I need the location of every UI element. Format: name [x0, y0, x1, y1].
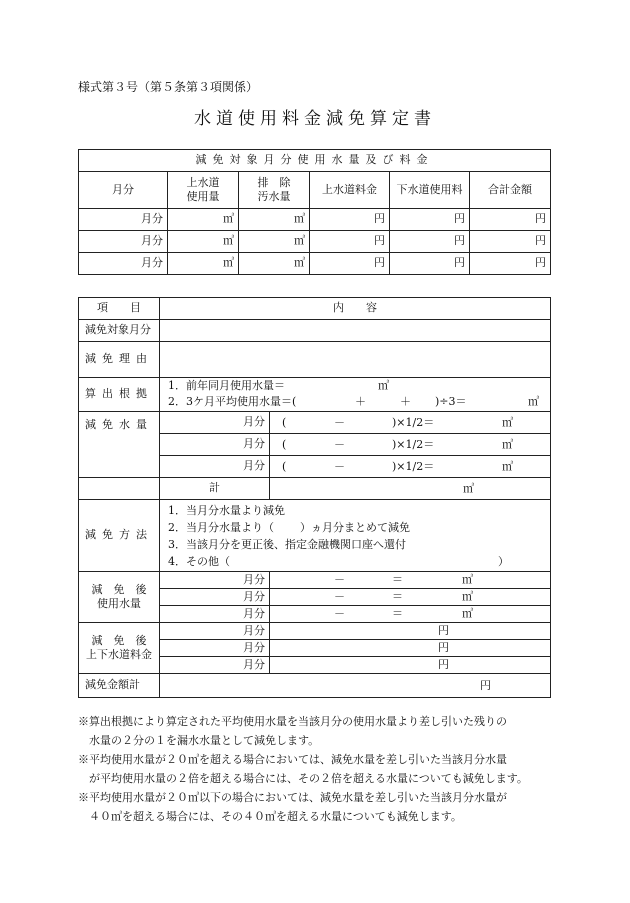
- basis-field[interactable]: 1．前年同月使用水量＝ ㎥ 2．3ケ月平均使用水量＝( ＋ ＋ )÷3＝ ㎥: [160, 378, 551, 412]
- head-content: 内 容: [160, 298, 551, 320]
- notes: ※算出根拠により算定された平均使用水量を当該月分の使用水量より差し引いた残りの 水量の２分の１を漏水水量として減免します。 ※平均使用水量が２０㎥を超える場合においては、減免水量を差し引いた当該月分水量 が平均使用水量の２倍を超える場合には、その２倍を超える水量についても減免します。 ※平均使用水量が２０㎥以下の場合においては、減免水量を差し引いた当該月分水量が ４０㎥を超える場合には、その４０㎥を超える水量についても減免します。: [78, 715, 528, 823]
- detail-table: 項 目 内 容 減免対象月分 減免理由 算出根拠 1．前年同月使用水量＝ ㎥ 2．3ケ月平均使用水量＝( ＋ ＋ )÷3＝ ㎥ 減免水量 月分 ( － )×1/2＝ ㎥ 月分 ( － )×1/2＝ ㎥ 月分 ( － )×1/2＝ ㎥ 計 ㎥ 減免方法 1．当月分水量より減免 2．当月分水量より（ ）ヵ月分まとめて減免 3．当該月分を更正後、指定金融機関口座へ還付 4．その他（ ） 減 免 後 使用水量 月分 － ＝ ㎥ 月分 － ＝ ㎥ 月分 － ＝ ㎥ 減 免 後 上下水道料金 月分 円 月分 円 月分 円 減免金額計 円: [78, 297, 551, 698]
- col-sewage: 排 除 汚水量: [239, 172, 310, 209]
- reduction-row[interactable]: ( － )×1/2＝ ㎥: [270, 412, 551, 434]
- document-title: 水道使用料金減免算定書: [194, 109, 436, 129]
- after-usage-label: 減 免 後 使用水量: [79, 572, 160, 623]
- usage-table: [78, 149, 551, 275]
- table-row: 月分 ㎥ ㎥ 円 円 円: [79, 209, 551, 231]
- total-reduction-field[interactable]: 円: [160, 674, 551, 698]
- usage-table-caption: 減免対象月分使用水量及び料金: [79, 150, 551, 172]
- total-reduction-label: 減免金額計: [79, 674, 160, 698]
- head-item: 項 目: [79, 298, 160, 320]
- reduction-total[interactable]: ㎥: [270, 478, 551, 500]
- reduction-total-label: 計: [160, 478, 270, 500]
- col-water-fee: 上水道料金: [310, 172, 390, 209]
- method-label: 減免方法: [79, 500, 160, 572]
- reason-field[interactable]: [160, 342, 551, 378]
- reduction-row[interactable]: ( － )×1/2＝ ㎥: [270, 434, 551, 456]
- table-row: 月分 ㎥ ㎥ 円 円 円: [79, 253, 551, 275]
- col-water-use: 上水道 使用量: [168, 172, 239, 209]
- target-month-label: 減免対象月分: [79, 320, 160, 342]
- reason-label: 減免理由: [79, 342, 160, 378]
- form-number: 様式第３号（第５条第３項関係）: [78, 80, 259, 94]
- after-fee-label: 減 免 後 上下水道料金: [79, 623, 160, 674]
- target-month-field[interactable]: [160, 320, 551, 342]
- col-month: 月分: [79, 172, 168, 209]
- col-sewer-fee: 下水道使用料: [390, 172, 470, 209]
- reduction-label: 減免水量: [79, 412, 160, 478]
- method-options[interactable]: 1．当月分水量より減免 2．当月分水量より（ ）ヵ月分まとめて減免 3．当該月分を更正後、指定金融機関口座へ還付 4．その他（ ）: [160, 500, 551, 572]
- col-total: 合計金額: [470, 172, 551, 209]
- reduction-row[interactable]: ( － )×1/2＝ ㎥: [270, 456, 551, 478]
- basis-label: 算出根拠: [79, 378, 160, 412]
- table-row: 月分 ㎥ ㎥ 円 円 円: [79, 231, 551, 253]
